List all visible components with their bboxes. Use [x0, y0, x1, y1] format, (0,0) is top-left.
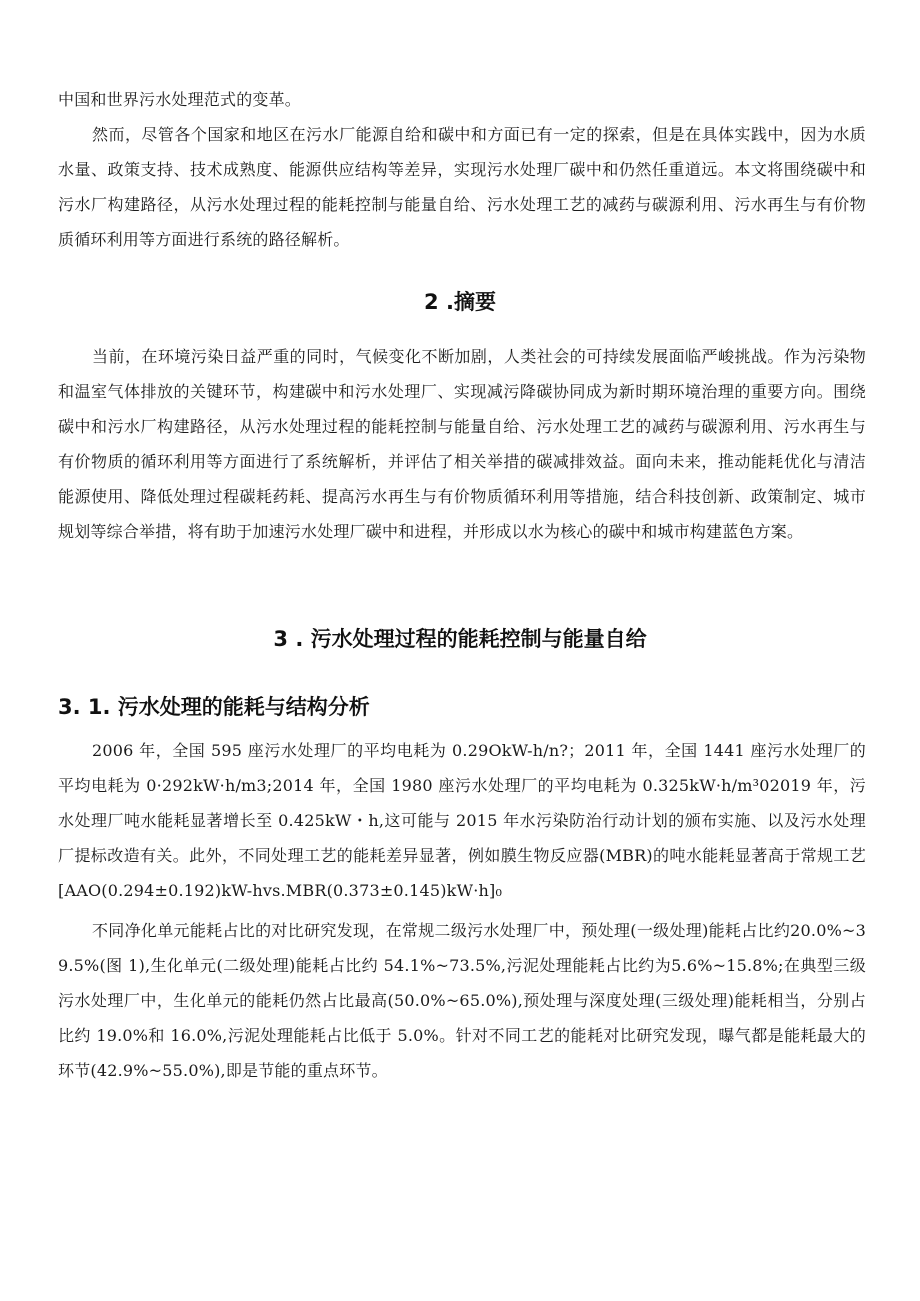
energy-structure-paragraph: 不同净化单元能耗占比的对比研究发现，在常规二级污水处理厂中，预处理(一级处理)能耗占比约20.0%~39.5%(图 1),生化单元(二级处理)能耗占比约 54.1%~73.5%,污泥处理能耗占比约为5.6%~15.8%;在典型三级污水处理厂中，生化单元的能耗仍然占比最高(50.0%~65.0%),预处理与深度处理(三级处理)能耗相当，分别占比约 19.0%和 16.0%,污泥处理能耗占比低于 5.0%。针对不同工艺的能耗对比研究发现，曝气都是能耗最大的环节(42.9%~55.0%),即是节能的重点环节。 — [58, 921, 866, 1080]
abstract-paragraph: 当前，在环境污染日益严重的同时，气候变化不断加剧，人类社会的可持续发展面临严峻挑战。作为污染物和温室气体排放的关键环节，构建碳中和污水处理厂、实现减污降碳协同成为新时期环境治理的重要方向。围绕碳中和污水厂构建路径，从污水处理过程的能耗控制与能量自给、污水处理工艺的减药与碳源利用、污水再生与有价物质的循环利用等方面进行了系统解析，并评估了相关举措的碳减排效益。面向未来，推动能耗优化与清洁能源使用、降低处理过程碳耗药耗、提高污水再生与有价物质循环利用等措施，结合科技创新、政策制定、城市规划等综合举措，将有助于加速污水处理厂碳中和进程，并形成以水为核心的碳中和城市构建蓝色方案。 — [58, 347, 866, 541]
intro-paragraph: 然而，尽管各个国家和地区在污水厂能源自给和碳中和方面已有一定的探索，但是在具体实践中，因为水质水量、政策支持、技术成熟度、能源供应结构等差异，实现污水处理厂碳中和仍然任重道远。本文将围绕碳中和污水厂构建路径，从污水处理过程的能耗控制与能量自给、污水处理工艺的减药与碳源利用、污水再生与有价物质循环利用等方面进行系统的路径解析。 — [58, 125, 866, 249]
section-3-1-heading: 3. 1. 污水处理的能耗与结构分析 — [58, 695, 370, 719]
energy-consumption-paragraph: 2006 年，全国 595 座污水处理厂的平均电耗为 0.29OkW-h/n?；2011 年，全国 1441 座污水处理厂的平均电耗为 0·292kW·h∕m3;2014 年，全国 1980 座污水处理厂的平均电耗为 0.325kW·h∕m³02019 年，污水处理厂吨水能耗显著增长至 0.425kW・h,这可能与 2015 年水污染防治行动计划的颁布实施、以及污水处理厂提标改造有关。此外，不同处理工艺的能耗差异显著，例如膜生物反应器(MBR)的吨水能耗显著高于常规工艺[AAO(0.294±0.192)kW-hvs.MBR(0.373±0.145)kW·h]₀ — [58, 741, 866, 900]
section-2-heading: 2 .摘要 — [424, 290, 496, 314]
intro-continuation-text: 中国和世界污水处理范式的变革。 — [58, 90, 302, 109]
section-3-heading: 3 . 污水处理过程的能耗控制与能量自给 — [273, 627, 647, 651]
